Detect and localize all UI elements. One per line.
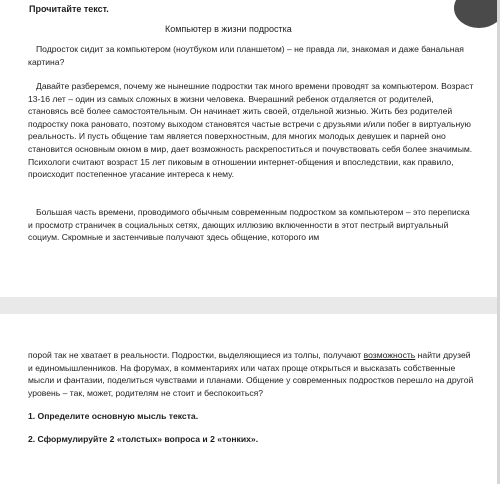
paragraph-4-text-start: порой так не хватает в реальности. Подростки, выделяющиеся из толпы, получают bbox=[28, 350, 364, 360]
instruction-heading: Прочитайте текст. bbox=[29, 4, 109, 14]
paragraph-3: Большая часть времени, проводимого обычным современным подростком за компьютером – это переписка и просмотр страничек в социальных сетях, дающих иллюзию включенности в этот пестрый виртуальный социум. Скромные и застенчивые получают здесь общение, которого им bbox=[28, 207, 470, 243]
paragraph-4-text-end: найти друзей и единомышленников. На форумах, в комментариях или чатах проще открыться и высказать собственные мысли и фантазии, поделиться чувствами и планами. Общение у современных подростков перешло на другой уровень – так, может, родителям не стоит и беспокоиться? bbox=[28, 350, 474, 398]
paragraph-4 bbox=[28, 349, 476, 399]
text-title: Компьютер в жизни подростка bbox=[165, 24, 292, 34]
underlined-word: возможность bbox=[363, 350, 416, 360]
page-gap bbox=[0, 297, 500, 314]
question-1: 1. Определите основную мысль текста. bbox=[28, 411, 199, 421]
paragraph-2: Давайте разберемся, почему же нынешние подростки так много времени проводят за компьютером. Возраст 13-16 лет – один из самых сложных в жизни человека. Вчерашний ребенок отдаляется от родителей, становясь всё более самостоятельным. Он начинает жить своей, отдельной жизнью. Жить без родителей подростку пока рановато, поэтому выходом становятся частые встречи с друзьями и/или побег в виртуальную реальность. И пусть общение там является поверхностным, для многих молодых девушек и парней оно становится основным окном в мир, дает возможность раскрепоститься и почувствовать себя более значимым. Психологи считают возраст 15 лет пиковым в отношении интернет-общения и впоследствии, как правило, происходит постепенное угасание интереса к нему. bbox=[28, 81, 474, 180]
question-2: 2. Сформулируйте 2 «толстых» вопроса и 2 «тонких». bbox=[28, 434, 259, 444]
paragraph-1: Подросток сидит за компьютером (ноутбуком или планшетом) – не правда ли, знакомая и даже банальная картина? bbox=[28, 44, 464, 67]
